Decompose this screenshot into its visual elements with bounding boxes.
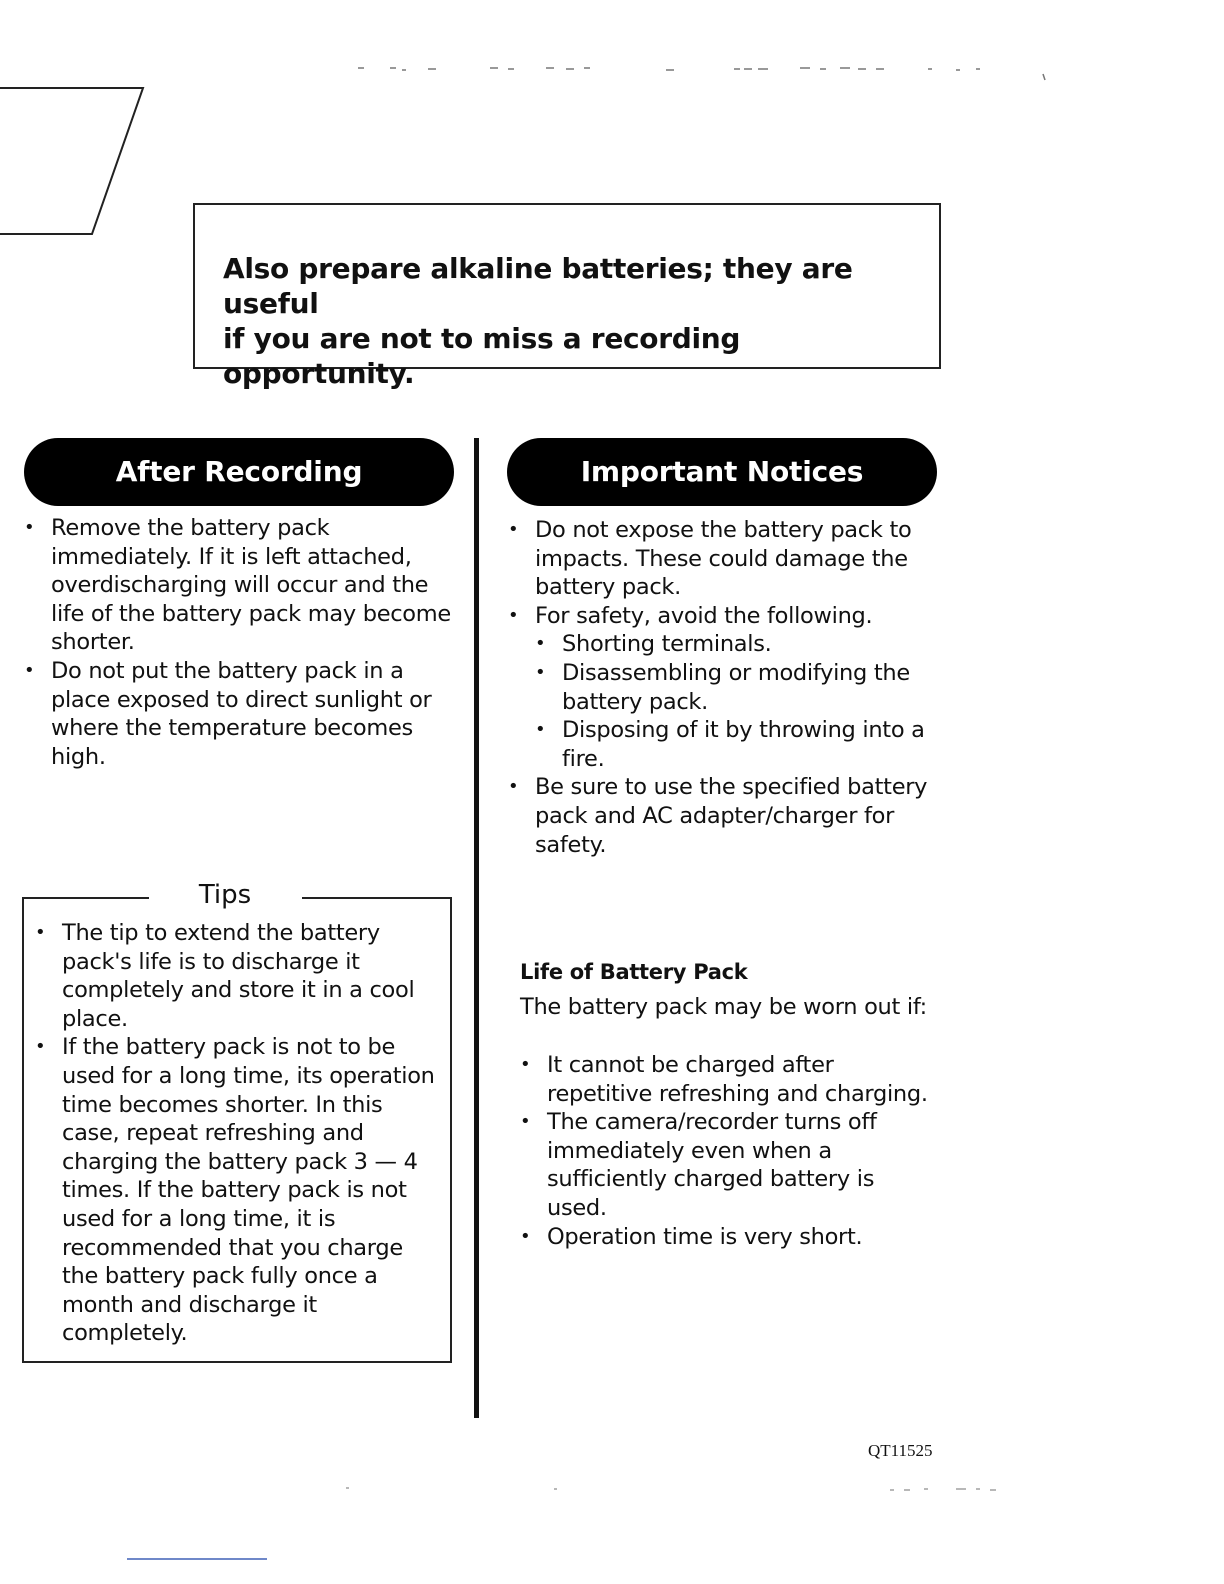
corner-bracket-graphic <box>0 80 160 240</box>
list-item: • It cannot be charged after repetitive refreshing and charging. <box>520 1051 930 1108</box>
tips-border-right <box>302 897 452 899</box>
highlight-text <box>223 251 923 391</box>
highlight-line-1: Also prepare alkaline batteries; they are useful <box>223 252 853 320</box>
column-divider <box>474 438 479 1418</box>
sub-list-item: • Disassembling or modifying the battery pack. <box>535 659 938 716</box>
scan-artifact-bottom <box>330 1480 1020 1500</box>
life-of-battery-list <box>520 1051 930 1251</box>
list-item: • Do not put the battery pack in a place exposed to direct sunlight or where the temperature becomes high. <box>24 657 454 771</box>
list-item: • Do not expose the battery pack to impacts. These could damage the battery pack. <box>508 516 938 602</box>
life-of-battery-title: Life of Battery Pack <box>520 960 748 984</box>
important-notices-list <box>508 516 938 859</box>
document-code: QT11525 <box>868 1441 933 1460</box>
tips-list <box>35 919 445 1348</box>
list-item: • The camera/recorder turns off immediately even when a sufficiently charged battery is used. <box>520 1108 930 1222</box>
list-item: • The tip to extend the battery pack's life is to discharge it completely and store it in a cool place. <box>35 919 445 1033</box>
life-of-battery-intro: The battery pack may be worn out if: <box>520 994 927 1020</box>
highlight-line-2: if you are not to miss a recording opportunity. <box>223 322 741 390</box>
safety-sublist <box>535 630 938 773</box>
list-item <box>508 602 938 774</box>
important-notices-header: Important Notices <box>507 438 937 506</box>
list-item: • Remove the battery pack immediately. If it is left attached, overdischarging will occur and the life of the battery pack may become shorter. <box>24 514 454 657</box>
sub-list-item: • Shorting terminals. <box>535 630 938 659</box>
after-recording-list <box>24 514 454 771</box>
sub-list-item: • Disposing of it by throwing into a fire. <box>535 716 938 773</box>
tips-border-left <box>22 897 149 899</box>
after-recording-header: After Recording <box>24 438 454 506</box>
highlight-box <box>193 203 941 390</box>
list-item: • If the battery pack is not to be used for a long time, its operation time becomes shorter. In this case, repeat refreshing and charging the battery pack 3 — 4 times. If the battery pack is not used for a long time, it is recommended that you charge the battery pack fully once a month and discharge it completely. <box>35 1033 445 1348</box>
tips-title: Tips <box>150 878 300 912</box>
list-item-text: For safety, avoid the following. <box>535 602 873 629</box>
scan-artifact-top <box>340 58 1060 88</box>
list-item: • Operation time is very short. <box>520 1223 930 1252</box>
list-item: • Be sure to use the specified battery pack and AC adapter/charger for safety. <box>508 773 938 859</box>
bottom-underline-mark <box>127 1558 267 1560</box>
